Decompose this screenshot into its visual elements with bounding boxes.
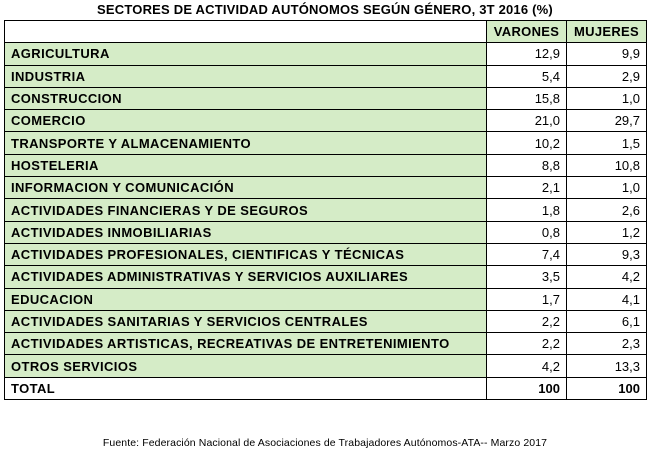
mujeres-value: 2,9 (567, 65, 647, 87)
mujeres-value: 1,0 (567, 177, 647, 199)
sector-label: COMERCIO (5, 110, 487, 132)
column-header-varones: VARONES (487, 21, 567, 43)
varones-value: 3,5 (487, 266, 567, 288)
table-row (5, 154, 647, 176)
mujeres-value: 4,2 (567, 266, 647, 288)
sector-label: OTROS SERVICIOS (5, 355, 487, 377)
varones-value: 7,4 (487, 243, 567, 265)
sector-label: HOSTELERIA (5, 154, 487, 176)
varones-value: 2,2 (487, 310, 567, 332)
mujeres-value: 2,3 (567, 333, 647, 355)
varones-value: 15,8 (487, 87, 567, 109)
table-row (5, 110, 647, 132)
mujeres-value: 4,1 (567, 288, 647, 310)
table-row (5, 199, 647, 221)
table-row (5, 243, 647, 265)
sector-label: TRANSPORTE Y ALMACENAMIENTO (5, 132, 487, 154)
table-row (5, 288, 647, 310)
table-row (5, 310, 647, 332)
mujeres-value: 1,0 (567, 87, 647, 109)
table-row (5, 65, 647, 87)
total-row (5, 377, 647, 399)
total-mujeres: 100 (567, 377, 647, 399)
total-varones: 100 (487, 377, 567, 399)
sector-label: ACTIVIDADES FINANCIERAS Y DE SEGUROS (5, 199, 487, 221)
table-row (5, 43, 647, 65)
varones-value: 8,8 (487, 154, 567, 176)
sector-label: AGRICULTURA (5, 43, 487, 65)
sector-label: ACTIVIDADES INMOBILIARIAS (5, 221, 487, 243)
table-row (5, 266, 647, 288)
table-row (5, 221, 647, 243)
varones-value: 1,7 (487, 288, 567, 310)
mujeres-value: 6,1 (567, 310, 647, 332)
sector-label: ACTIVIDADES SANITARIAS Y SERVICIOS CENTRALES (5, 310, 487, 332)
source-note: Fuente: Federación Nacional de Asociaciones de Trabajadores Autónomos-ATA-- Marzo 2017 (102, 437, 548, 449)
mujeres-value: 2,6 (567, 199, 647, 221)
table-row (5, 132, 647, 154)
mujeres-value: 1,2 (567, 221, 647, 243)
varones-value: 4,2 (487, 355, 567, 377)
table-title: SECTORES DE ACTIVIDAD AUTÓNOMOS SEGÚN GÉNERO, 3T 2016 (%) (97, 2, 553, 17)
mujeres-value: 13,3 (567, 355, 647, 377)
table-row (5, 355, 647, 377)
table-row (5, 333, 647, 355)
sectors-table (4, 20, 647, 400)
table-body (5, 21, 647, 400)
sector-label: ACTIVIDADES ADMINISTRATIVAS Y SERVICIOS AUXILIARES (5, 266, 487, 288)
varones-value: 1,8 (487, 199, 567, 221)
header-row (5, 21, 647, 43)
column-header-mujeres: MUJERES (567, 21, 647, 43)
sector-label: ACTIVIDADES ARTISTICAS, RECREATIVAS DE ENTRETENIMIENTO (5, 333, 487, 355)
table-row (5, 87, 647, 109)
sector-label: EDUCACION (5, 288, 487, 310)
sector-label: ACTIVIDADES PROFESIONALES, CIENTIFICAS Y TÉCNICAS (5, 243, 487, 265)
mujeres-value: 29,7 (567, 110, 647, 132)
header-corner (5, 21, 487, 43)
mujeres-value: 9,9 (567, 43, 647, 65)
varones-value: 2,1 (487, 177, 567, 199)
sector-label: CONSTRUCCION (5, 87, 487, 109)
sector-label: INFORMACION Y COMUNICACIÓN (5, 177, 487, 199)
mujeres-value: 10,8 (567, 154, 647, 176)
varones-value: 10,2 (487, 132, 567, 154)
varones-value: 5,4 (487, 65, 567, 87)
table-row (5, 177, 647, 199)
total-label: TOTAL (5, 377, 487, 399)
sector-label: INDUSTRIA (5, 65, 487, 87)
varones-value: 21,0 (487, 110, 567, 132)
mujeres-value: 1,5 (567, 132, 647, 154)
varones-value: 12,9 (487, 43, 567, 65)
mujeres-value: 9,3 (567, 243, 647, 265)
varones-value: 2,2 (487, 333, 567, 355)
varones-value: 0,8 (487, 221, 567, 243)
